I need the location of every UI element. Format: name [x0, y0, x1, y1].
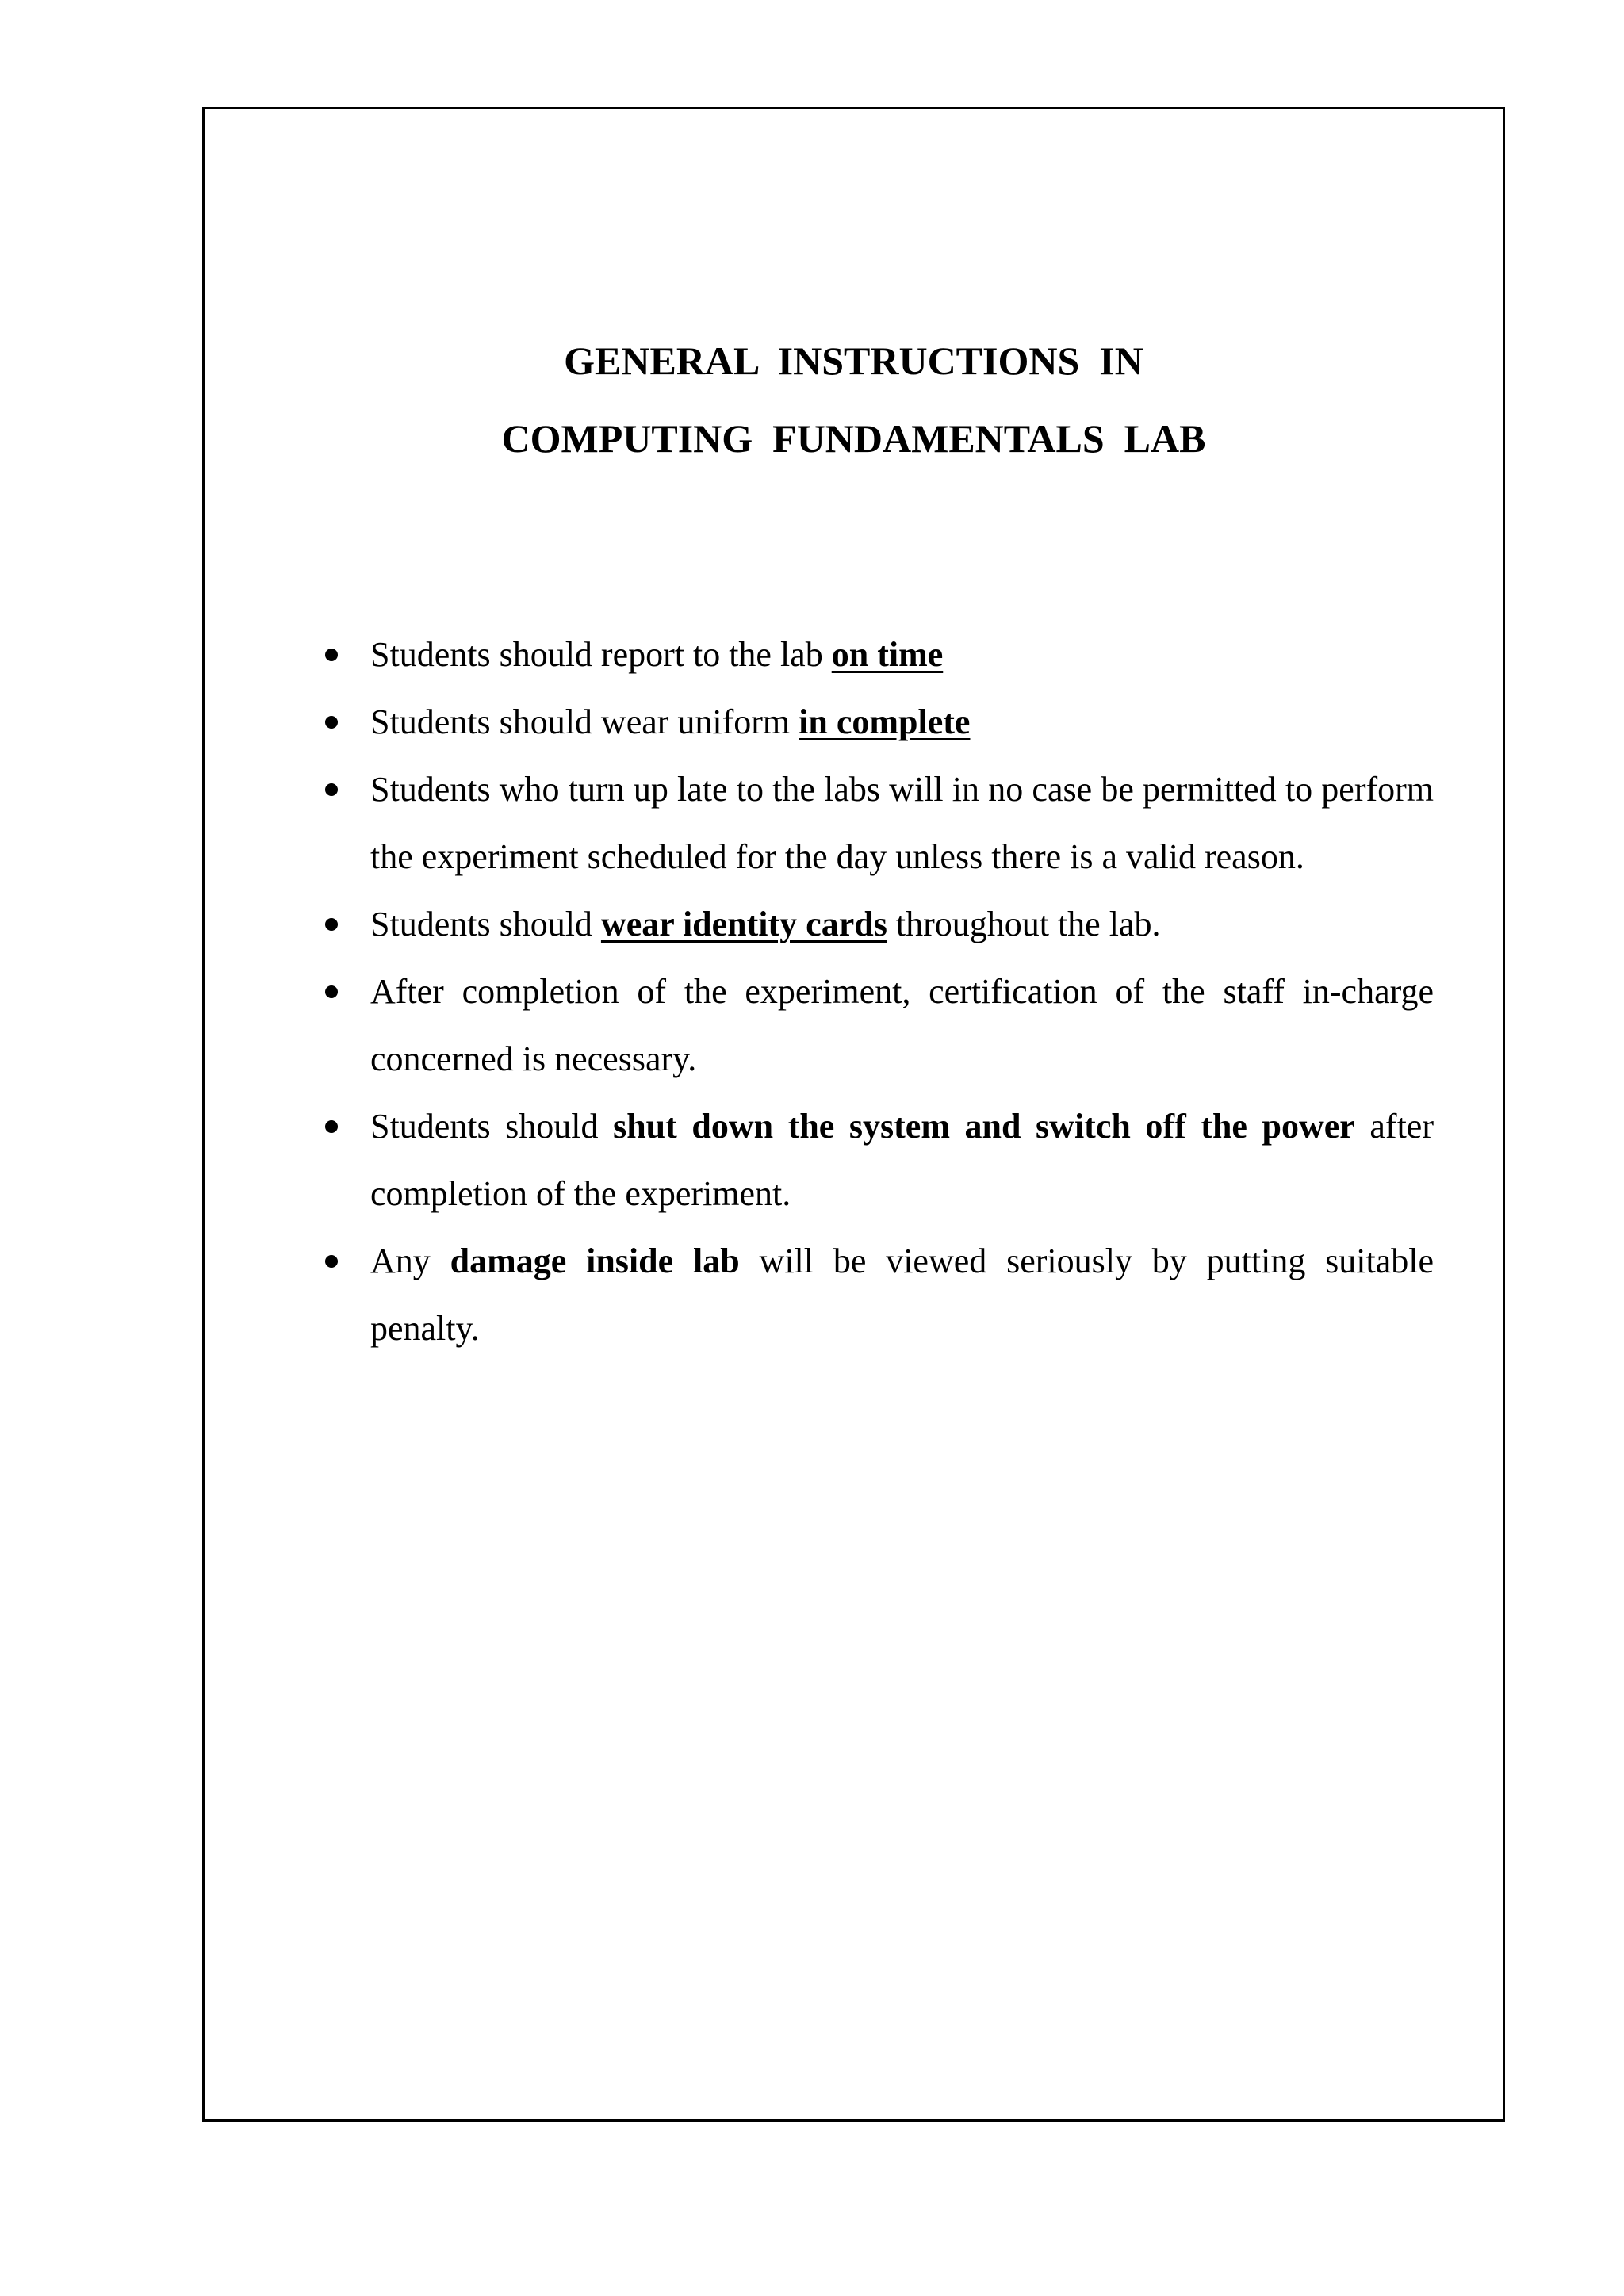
instruction-text: After completion of the experiment, certification of the staff in-charge concerned is necessary.: [370, 972, 1434, 1078]
instruction-item-damage: [325, 1227, 1434, 1362]
instructions-list: [325, 621, 1434, 1362]
instruction-item-shutdown: [325, 1093, 1434, 1227]
instruction-emphasis: wear identity cards: [600, 905, 887, 943]
instruction-text: Students should: [370, 1107, 614, 1146]
bullet-icon: [325, 985, 338, 998]
instruction-emphasis: in complete: [799, 702, 971, 741]
bullet-icon: [325, 649, 338, 661]
title-line-1: GENERAL INSTRUCTIONS IN: [564, 339, 1143, 383]
bullet-icon: [325, 783, 338, 796]
page-title: [202, 339, 1505, 461]
instruction-emphasis: damage inside lab: [450, 1242, 740, 1280]
instruction-item-certification: [325, 958, 1434, 1093]
bullet-icon: [325, 1255, 338, 1268]
instruction-text-tail: after completion of the experiment.: [370, 1107, 1434, 1213]
instruction-text: Students should report to the lab: [370, 635, 832, 674]
instruction-item-report-on-time: [325, 621, 1434, 688]
instruction-item-uniform: [325, 688, 1434, 756]
bullet-icon: [325, 918, 338, 931]
title-line-2: COMPUTING FUNDAMENTALS LAB: [501, 416, 1206, 461]
instruction-text: Students who turn up late to the labs will in no case be permitted to perform the experiment scheduled for the day unless there is a valid reason.: [370, 770, 1434, 876]
instruction-item-late-arrival: [325, 756, 1434, 890]
instruction-text: Students should: [370, 905, 601, 943]
bullet-icon: [325, 716, 338, 729]
bullet-icon: [325, 1120, 338, 1133]
instruction-emphasis: shut down the system and switch off the power: [613, 1107, 1355, 1146]
instruction-emphasis: on time: [831, 635, 944, 674]
instruction-text: Students should wear uniform: [370, 702, 799, 741]
instruction-text-tail: will be viewed seriously by putting suitable penalty.: [370, 1242, 1434, 1348]
instruction-item-identity-cards: [325, 890, 1434, 958]
instruction-text-tail: throughout the lab.: [887, 905, 1161, 943]
instruction-text: Any: [370, 1242, 450, 1280]
